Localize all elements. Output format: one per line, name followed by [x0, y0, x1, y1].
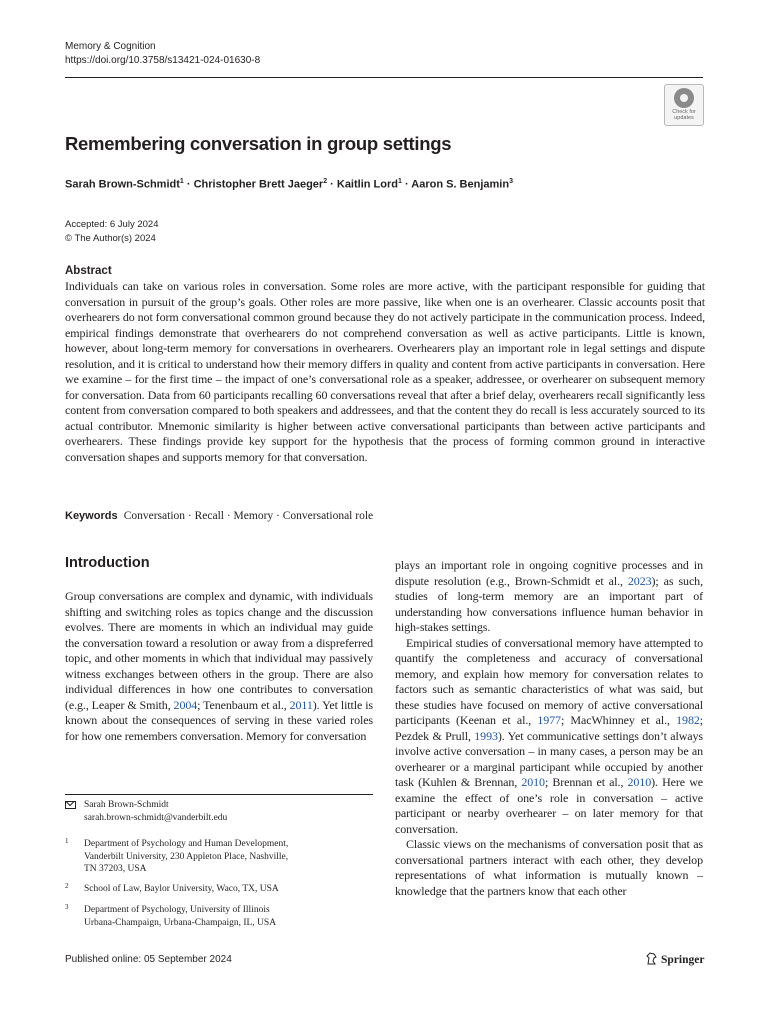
paragraph: Classic views on the mechanisms of conversation posit that as conversational partners interact with each other, they develop representations of what information is mutually known – knowledge that the partners know that each other: [395, 837, 703, 898]
abstract-heading: Abstract: [65, 265, 112, 277]
author-name[interactable]: Sarah Brown-Schmidt: [65, 178, 180, 191]
author-list: Sarah Brown-Schmidt$^1$ · Christopher Brett Jaeger$^2$ · Kaitlin Lord$^1$ · Aaron S. Benjamin$^3$: [65, 178, 513, 191]
author-affiliation: 2: [323, 178, 328, 185]
contact-name: Sarah Brown-Schmidt: [84, 800, 169, 810]
citation-link[interactable]: 2023: [627, 573, 652, 588]
copyright-notice: © The Author(s) 2024: [65, 233, 156, 244]
author-name[interactable]: Christopher Brett Jaeger: [193, 178, 324, 191]
contact-email[interactable]: sarah.brown-schmidt@vanderbilt.edu: [84, 812, 228, 823]
left-column-text: [65, 589, 373, 744]
journal-header: [65, 40, 260, 68]
paragraph: plays an important role in ongoing cognitive processes and in dispute resolution (e.g., Brown-Schmidt et al., 2023); as such, studies of long-term memory are an important part of understanding how conversations influence human behavior in high-stakes settings.: [395, 558, 703, 634]
citation-link[interactable]: 1993: [474, 728, 498, 743]
citation-link[interactable]: 2011: [289, 697, 313, 712]
citation-link[interactable]: 1982: [676, 713, 700, 727]
citation-link[interactable]: 2004: [173, 697, 198, 712]
header-divider: [65, 77, 703, 78]
author-name[interactable]: Aaron S. Benjamin: [411, 178, 510, 191]
citation-link[interactable]: 2010: [521, 775, 545, 789]
journal-name: Memory & Cognition: [65, 41, 156, 52]
check-updates-icon: [674, 88, 694, 108]
footnote-divider: [65, 794, 373, 795]
published-online-date: Published online: 05 September 2024: [65, 954, 232, 965]
author-affiliation: 1: [397, 178, 402, 185]
keywords-list: Conversation · Recall · Memory · Conversational role: [123, 510, 374, 522]
paragraph: Group conversations are complex and dynamic, with individuals shifting and switching roles as topics change and the discussion evolves. There are moments in which an individual may guide the conversation toward a resolution or away from a dispreferred topic, and other moments in which that individual may passively witness exchanges between others in the group. There are also individual differences in how one contributes to conversation (e.g., Leaper & Smith, 2004; Tenenbaum et al., 2011). Yet little is known about the consequences of serving in these varied roles for how one remembers conversation. Memory for conversation: [65, 589, 373, 743]
springer-horse-icon: [646, 952, 657, 965]
keywords-label: Keywords: [65, 510, 118, 522]
keywords: [65, 510, 373, 522]
citation-link[interactable]: 1977: [537, 713, 561, 727]
citation-link[interactable]: 2010: [627, 775, 652, 789]
publisher-logo: [646, 952, 704, 966]
abstract-text: Individuals can take on various roles in conversation. Some roles are more active, with the participant responsible for guiding that conversation in pursuit of the group’s goals. Other roles are more passive, like when one is an overhearer. Classic accounts posit that overhearers do not form conversational common ground because they do not actively participate in the communication process. Indeed, empirical findings demonstrate that overhearers do not comprehend conversation as well as active participants. Little is known, however, about long-term memory for conversations in overhearers. Overhearers play an important role in legal settings and dispute resolution, and it is critical to understand how their memory differs in quality and content from active participants in conversation. Here we examine – for the first time – the impact of one’s conversational role as a speaker, addressee, or overhearer on subsequent memory for conversation. Data from 60 participants recalling 60 conversations reveal that after a brief delay, overhearers recall significantly less content from conversation compared to both speakers and addressees, and that the content they do recall is less accurately sourced to its actual contributor. Mnemonic similarity is higher between active conversational participants than between active participants and overhearers. These findings provide key support for the hypothesis that the process of forming common ground in interactive conversation shapes and supports memory for that conversation.: [65, 279, 705, 464]
badge-line2: updates: [674, 115, 694, 121]
corresponding-author: [65, 799, 373, 824]
right-column-text: [395, 558, 703, 899]
envelope-icon: [65, 801, 76, 809]
introduction-heading: Introduction: [65, 555, 150, 571]
publication-dates: [65, 218, 158, 246]
check-for-updates-badge[interactable]: [664, 84, 704, 126]
author-affiliation: 3: [509, 178, 513, 185]
author-name[interactable]: Kaitlin Lord: [336, 178, 398, 191]
author-affiliation: 1: [179, 178, 184, 185]
publisher-name: Springer: [661, 954, 705, 966]
accepted-date: Accepted: 6 July 2024: [65, 219, 159, 230]
doi-link[interactable]: https://doi.org/10.3758/s13421-024-01630-8: [65, 55, 261, 66]
paragraph: Empirical studies of conversational memory have attempted to quantify the completeness and accuracy of conversational memory, and explain how memory for conversation relates to factors such as semantic characteristics of what was said, but these studies have focused on memory of active conversational participants (Keenan et al., 1977; MacWhinney et al., 1982; Pezdek & Prull, 1993). Yet communicative settings don’t always involve active conversation – in many cases, a person may be an overhearer or a marginal participant while occupied by another task (Kuhlen & Brennan, 2010; Brennan et al., 2010). Here we examine the effect of one’s role in conversation – active participant or nearby overhearer – on later memory for that conversation.: [395, 635, 703, 836]
paper-title: Remembering conversation in group settings: [65, 133, 452, 154]
badge-line1: Check for: [672, 109, 696, 115]
